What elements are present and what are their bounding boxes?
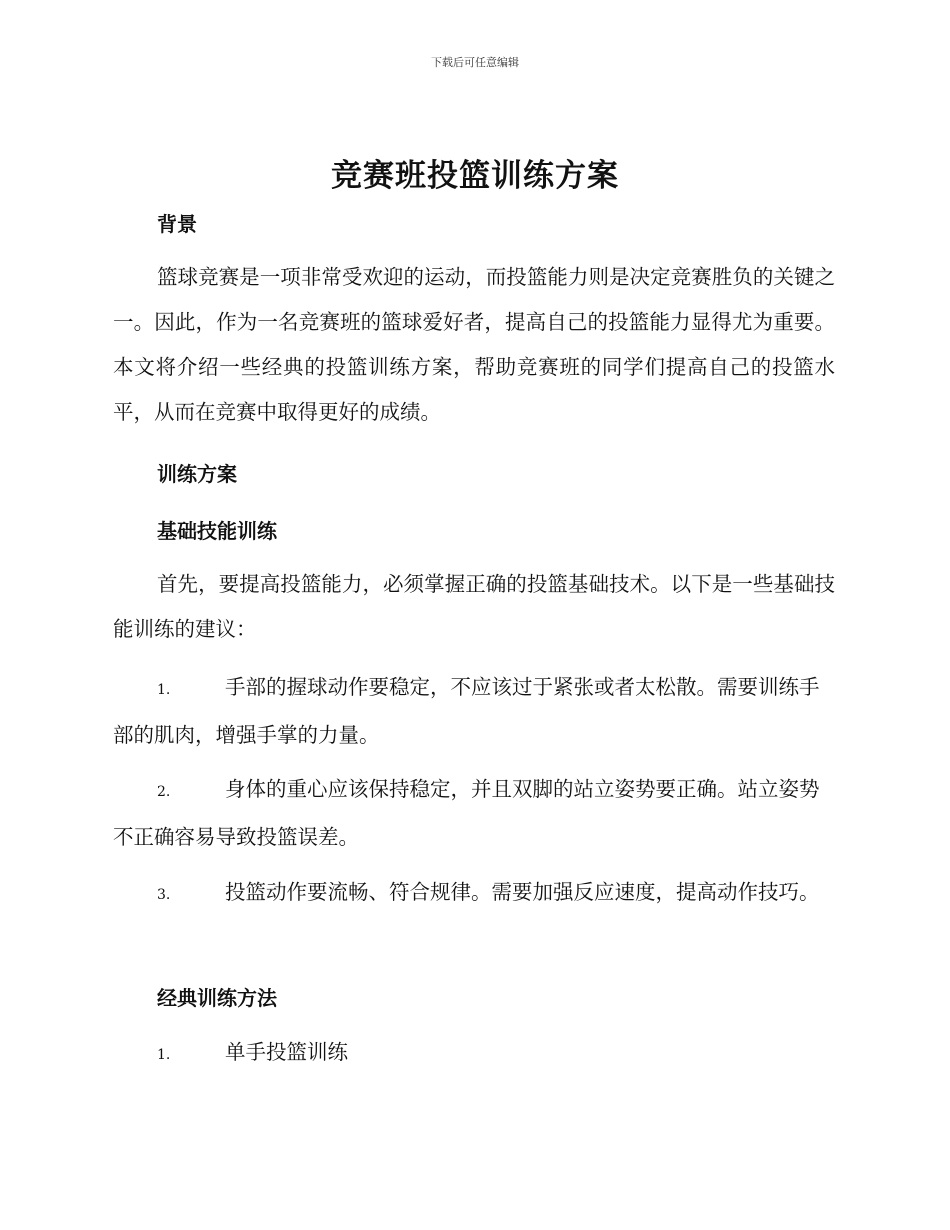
background-paragraph: 篮球竞赛是一项非常受欢迎的运动，而投篮能力则是决定竞赛胜负的关键之一。因此，作为一名竞赛班的篮球爱好者，提高自己的投篮能力显得尤为重要。本文将介绍一些经典的投篮训练方案，帮助竞赛班的同学们提高自己的投篮水平，从而在竞赛中取得更好的成绩。 bbox=[113, 265, 835, 424]
document-title: 竞赛班投篮训练方案 bbox=[331, 158, 619, 194]
page-header-note: 下载后可任意编辑 bbox=[431, 56, 519, 69]
section-heading-basic-skills: 基础技能训练 bbox=[157, 519, 277, 543]
basic-intro-paragraph: 首先，要提高投篮能力，必须掌握正确的投篮基础技术。以下是一些基础技能训练的建议： bbox=[113, 572, 835, 641]
list-item bbox=[113, 870, 835, 918]
list-item-text: 单手投篮训练 bbox=[225, 1040, 348, 1064]
list-item bbox=[113, 767, 835, 860]
list-item-text: 手部的握球动作要稳定，不应该过于紧张或者太松散。需要训练手部的肌肉，增强手掌的力量。 bbox=[113, 675, 820, 747]
list-item-text: 投篮动作要流畅、符合规律。需要加强反应速度，提高动作技巧。 bbox=[225, 880, 820, 904]
list-item-number: 1. bbox=[157, 682, 171, 698]
list-item bbox=[113, 1030, 835, 1078]
list-item-number: 2. bbox=[157, 784, 171, 800]
section-heading-classic-methods: 经典训练方法 bbox=[157, 986, 277, 1010]
section-heading-training-plan: 训练方案 bbox=[157, 462, 237, 486]
list-item-text: 身体的重心应该保持稳定，并且双脚的站立姿势要正确。站立姿势不正确容易导致投篮误差。 bbox=[113, 777, 820, 849]
list-item-number: 3. bbox=[157, 887, 171, 903]
list-item-number: 1. bbox=[157, 1047, 171, 1063]
list-item bbox=[113, 665, 835, 758]
section-heading-background: 背景 bbox=[157, 212, 197, 236]
